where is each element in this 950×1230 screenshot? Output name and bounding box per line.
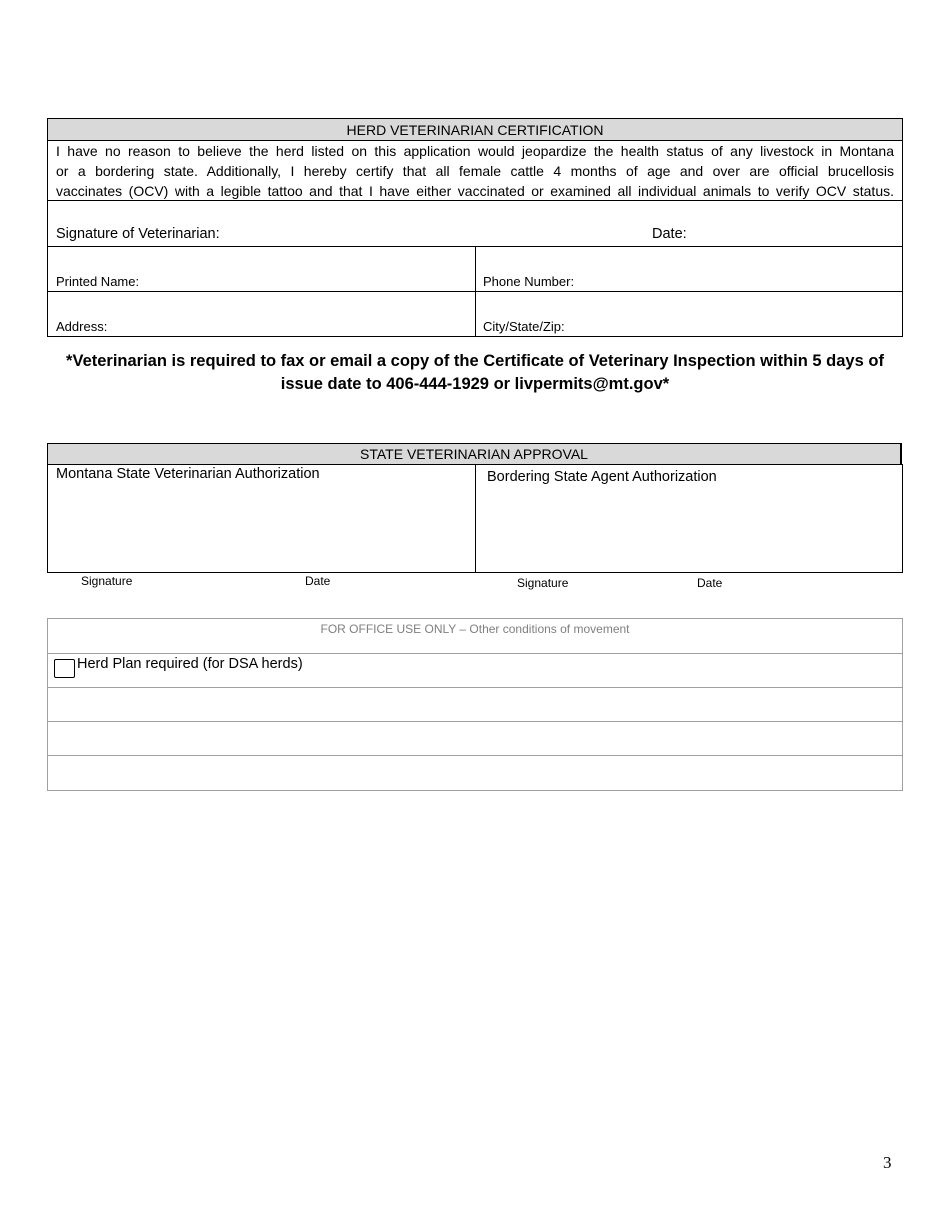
city-state-zip-label: City/State/Zip: [483,319,565,334]
state-veterinarian-approval [47,464,903,573]
statement-line: vaccinates (OCV) with a legible tattoo and that I have either vaccinated or examined all individual animals to verify OCV status. [56,183,894,199]
montana-date-label: Date [305,574,331,588]
column-divider [475,246,476,337]
address-field[interactable] [48,292,475,337]
montana-authorization-label: Montana State Veterinarian Authorization [56,466,320,482]
bordering-state-authorization-label: Bordering State Agent Authorization [487,469,717,485]
signature-label: Signature of Veterinarian: [56,226,220,242]
row-divider [48,653,902,654]
office-use-title: FOR OFFICE USE ONLY – Other conditions of movement [320,622,630,636]
fax-email-notice [47,350,903,396]
bordering-date-label: Date [697,576,723,590]
bordering-signature-label: Signature [517,576,569,590]
phone-number-label: Phone Number: [483,274,575,289]
approval-title: STATE VETERINARIAN APPROVAL [47,443,902,465]
notice-line: issue date to 406-444-1929 or livpermits@mt.gov* [280,375,670,393]
office-condition-row[interactable] [48,756,902,790]
montana-signature-label: Signature [81,574,133,588]
statement-line: or a bordering state. Additionally, I hereby certify that all female cattle 4 months of age and over are official brucellosis [56,163,894,179]
bordering-state-authorization-field[interactable] [476,464,902,572]
printed-name-field[interactable] [48,247,475,292]
office-use-only [47,618,903,791]
printed-name-label: Printed Name: [56,274,140,289]
herd-plan-label: Herd Plan required (for DSA herds) [77,656,303,672]
herd-plan-checkbox[interactable] [54,659,75,678]
montana-authorization-field[interactable] [48,464,475,572]
notice-line: *Veterinarian is required to fax or email a copy of the Certificate of Veterinary Inspection within 5 days of [66,352,884,370]
office-condition-row[interactable] [48,722,902,755]
city-state-zip-field[interactable] [476,292,902,337]
phone-number-field[interactable] [476,247,902,292]
statement-line: I have no reason to believe the herd listed on this application would jeopardize the health status of any livestock in Montana [56,143,894,159]
address-label: Address: [56,319,108,334]
page-number: 3 [883,1153,892,1172]
certification-title: HERD VETERINARIAN CERTIFICATION [48,119,902,141]
veterinarian-signature-field[interactable] [48,201,902,246]
office-condition-row[interactable] [48,688,902,721]
herd-veterinarian-certification [47,118,903,337]
date-label: Date: [652,226,687,242]
certification-statement [56,141,894,201]
